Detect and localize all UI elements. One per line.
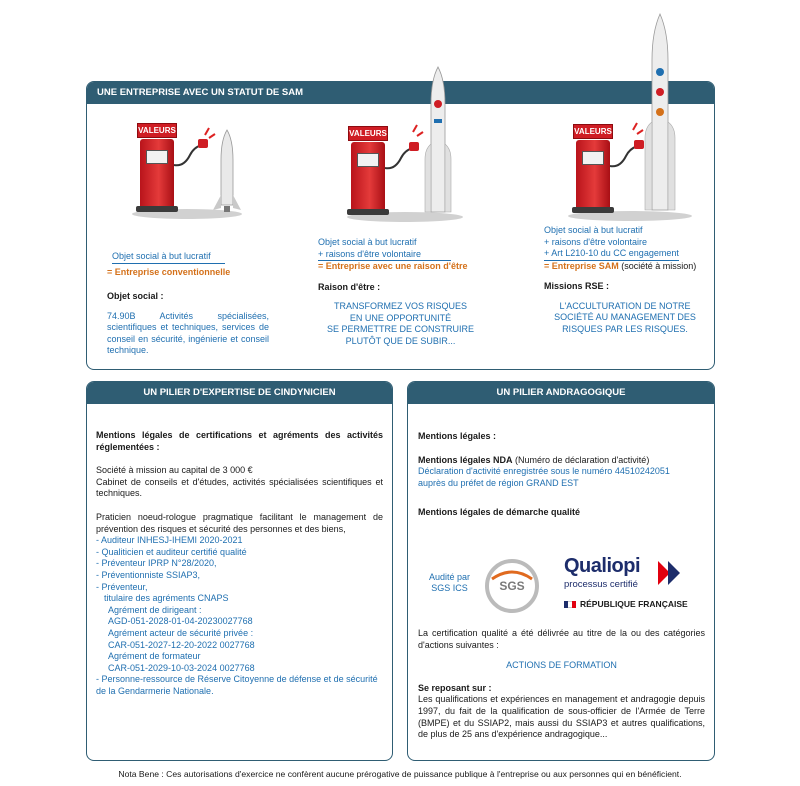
cindynicien-content	[96, 430, 383, 697]
qualification-list	[96, 535, 383, 697]
audit-label: Audité par SGS ICS	[428, 572, 471, 593]
mentions-heading: Mentions légales de certifications et agréments des activités réglementées :	[96, 430, 383, 452]
list-item: - Qualiticien et auditeur certifié qualité	[96, 546, 247, 557]
list-sub-item: CAR-051-2029-10-03-2024 0027768	[108, 662, 255, 673]
panel-title: UN PILIER D'EXPERTISE DE CINDYNICIEN	[87, 382, 392, 404]
valeurs-sign: VALEURS	[348, 126, 388, 141]
pump-screen	[146, 150, 168, 164]
valeurs-sign: VALEURS	[137, 123, 177, 138]
list-sub-item: Agrément acteur de sécurité privée :	[108, 627, 254, 638]
result-line: = Entreprise conventionnelle	[107, 266, 231, 277]
nda-note: (Numéro de déclaration d'activité)	[512, 454, 650, 465]
qualiopi-wordmark: Qualiopi	[564, 555, 640, 577]
fuel-nozzle-icon	[172, 135, 212, 175]
fuel-nozzle-icon	[608, 136, 648, 176]
nota-bene: Nota Bene : Ces autorisations d'exercice ne confèrent aucune prérogative de puissance publique à l'entreprise ou aux personnes qui en bénéficient.	[118, 769, 682, 779]
andragogique-content	[418, 431, 705, 519]
french-flag-icon	[564, 601, 576, 608]
definition-line: + raisons d'être volontaire	[544, 236, 648, 247]
column-heading: Objet social :	[107, 291, 164, 301]
definition-line: Objet social à but lucratif	[544, 225, 643, 235]
definition-line: + Art L210-10 du CC engagement	[544, 248, 679, 261]
sgs-text: SGS	[499, 579, 525, 593]
pump-base	[136, 206, 178, 212]
result-line: = Entreprise avec une raison d'être	[318, 261, 468, 271]
quality-heading: Mentions légales de démarche qualité	[418, 507, 581, 518]
cert-text: La certification qualité a été délivrée au titre de la ou des catégories d'actions suivantes :	[418, 628, 705, 650]
republique-label: RÉPUBLIQUE FRANÇAISE	[580, 599, 688, 609]
nda-declaration: Déclaration d'activité enregistrée sous le numéro 44510242051	[418, 466, 670, 477]
list-item: - Préventionniste SSIAP3,	[96, 569, 201, 580]
qualiopi-logo	[560, 555, 700, 615]
qualiopi-subtitle: processus certifié	[564, 579, 638, 590]
list-sub-item: CAR-051-2027-12-20-2022 0027768	[108, 639, 255, 650]
list-item: - Auditeur INHESJ-IHEMI 2020-2021	[96, 535, 243, 546]
column-heading: Missions RSE :	[544, 281, 610, 291]
column-raison-detre	[318, 237, 488, 347]
list-sub-item: AGD-051-2028-01-04-20230027768	[108, 616, 253, 627]
column-conventional	[107, 251, 272, 357]
pump-screen	[582, 151, 604, 165]
list-sub-item: Agrément de dirigeant :	[108, 604, 202, 615]
capital-line: Société à mission au capital de 3 000 €	[96, 465, 253, 476]
definition-line: + raisons d'être volontaire	[318, 249, 451, 262]
certification-content	[418, 628, 705, 741]
definition-line: Objet social à but lucratif	[112, 251, 225, 264]
nda-prefet: auprès du préfet de région GRAND EST	[418, 477, 579, 488]
fuel-nozzle-icon	[383, 138, 423, 178]
valeurs-sign: VALEURS	[573, 124, 613, 139]
list-item: - Préventeur IPRP N°28/2020,	[96, 558, 217, 569]
result-line: = Entreprise SAM	[544, 260, 619, 271]
list-sub-item: Agrément de formateur	[108, 651, 201, 662]
reposant-heading: Se reposant sur :	[418, 682, 492, 693]
qualiopi-arrows-icon	[656, 559, 688, 587]
result-suffix: (société à mission)	[618, 260, 697, 271]
sgs-logo	[482, 557, 542, 615]
panel-title: UN PILIER ANDRAGOGIQUE	[408, 382, 714, 404]
nda-label: Mentions légales NDA	[418, 454, 513, 465]
column-sam	[544, 225, 714, 335]
cabinet-line: Cabinet de conseils et d'études, activités spécialisées scientifiques et techniques.	[96, 476, 383, 499]
pump-base	[572, 207, 614, 213]
column-body: 74.90B Activités spécialisées, scientifiques et techniques, services de conseil en sécurité, ingénierie et conseil technique.	[107, 310, 269, 355]
pump-base	[347, 209, 389, 215]
list-item: - Préventeur,	[96, 581, 148, 592]
definition-line: Objet social à but lucratif	[318, 237, 417, 247]
reposant-body: Les qualifications et expériences en management et andragogie depuis 1997, du fait de la qualification de sous-officier de l'Armée de Terre (BMPE) et du SSIAP2, mais aussi du SSIAP3 et autres qualifications, de plus de 25 ans d'expérience andragogique...	[418, 694, 705, 740]
panel-title: UNE ENTREPRISE AVEC UN STATUT DE SAM	[87, 82, 714, 104]
mentions-heading: Mentions légales :	[418, 431, 497, 441]
column-quote: L'ACCULTURATION DE NOTRE SOCIÉTÉ AU MANAGEMENT DES RISQUES PAR LES RISQUES.	[554, 300, 696, 334]
column-quote: TRANSFORMEZ VOS RISQUES EN UNE OPPORTUNITÉ SE PERMETTRE DE CONSTRUIRE PLUTÔT QUE DE SUBIR...	[326, 301, 474, 346]
list-item: - Personne-ressource de Réserve Citoyenne de défense et de sécurité de la Gendarmerie Nationale.	[96, 674, 378, 696]
action-formation: ACTIONS DE FORMATION	[506, 660, 617, 671]
pump-screen	[357, 153, 379, 167]
column-heading: Raison d'être :	[318, 281, 381, 292]
praticien-line: Praticien noeud-rologue pragmatique facilitant le management de prévention des risques et sécurité des personnes et des biens,	[96, 511, 383, 534]
list-sub-item: titulaire des agréments CNAPS	[104, 593, 229, 604]
